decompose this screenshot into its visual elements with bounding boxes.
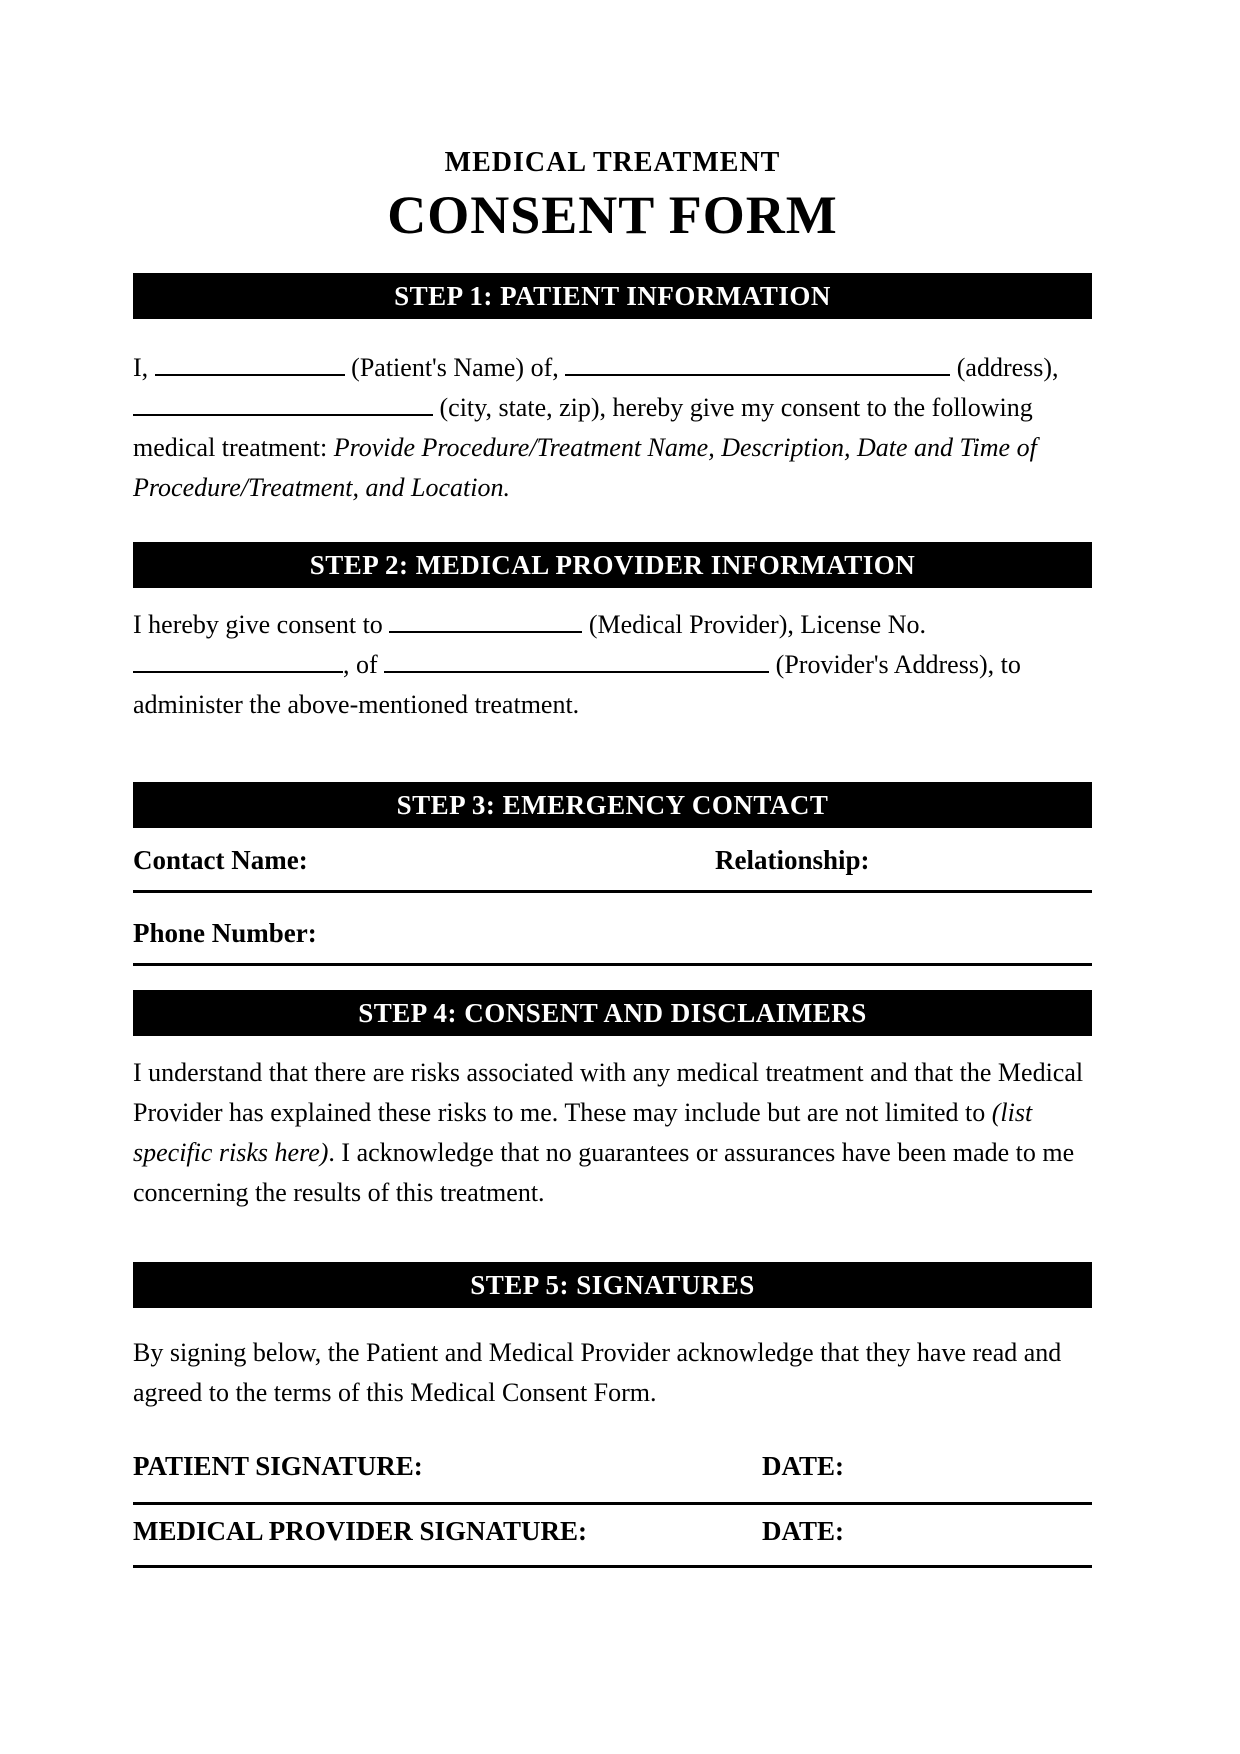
step4-paragraph xyxy=(133,1053,1092,1213)
body-text-run: (Provider's Address), to administer the above-mentioned treatment. xyxy=(133,650,1021,719)
step5-intro-paragraph: By signing below, the Patient and Medical Provider acknowledge that they have read and agreed to the terms of this Medical Consent Form. xyxy=(133,1338,1062,1407)
fill-in-blank[interactable] xyxy=(565,358,950,376)
patient-signature-label: PATIENT SIGNATURE: xyxy=(133,1451,423,1481)
provider-signature-row[interactable] xyxy=(133,1515,1092,1568)
provider-signature-label: MEDICAL PROVIDER SIGNATURE: xyxy=(133,1516,588,1546)
body-text-run: . I acknowledge that no guarantees or assurances have been made to me concerning the results of this treatment. xyxy=(133,1138,1075,1207)
section-header-step3: STEP 3: EMERGENCY CONTACT xyxy=(133,782,1092,828)
fill-in-blank[interactable] xyxy=(133,655,343,673)
body-text-run: I understand that there are risks associated with any medical treatment and that the Medical Provider has explained these risks to me. These may include but are not limited to xyxy=(133,1058,1084,1127)
patient-signature-row[interactable] xyxy=(133,1450,1092,1505)
phone-number-label: Phone Number: xyxy=(133,918,317,948)
section-header-step5: STEP 5: SIGNATURES xyxy=(133,1262,1092,1308)
form-content xyxy=(133,0,1092,1754)
italic-instruction-text: (list specific risks here) xyxy=(133,1098,1033,1167)
contact-name-row[interactable] xyxy=(133,844,1092,893)
fill-in-blank[interactable] xyxy=(155,358,345,376)
body-text-run: (Patient's Name) of, xyxy=(344,353,566,382)
step2-paragraph xyxy=(133,605,1092,725)
step1-paragraph xyxy=(133,348,1092,508)
section-header-step2: STEP 2: MEDICAL PROVIDER INFORMATION xyxy=(133,542,1092,588)
relationship-label: Relationship: xyxy=(715,845,870,875)
body-text-run: (Medical Provider), License No. xyxy=(582,610,926,639)
section-header-step1: STEP 1: PATIENT INFORMATION xyxy=(133,273,1092,319)
body-text-run: I hereby give consent to xyxy=(133,610,390,639)
italic-instruction-text: Provide Procedure/Treatment Name, Description, Date and Time of Procedure/Treatment, and Location. xyxy=(133,433,1037,502)
fill-in-blank[interactable] xyxy=(389,615,582,633)
body-text-run: , of xyxy=(343,650,385,679)
fill-in-blank[interactable] xyxy=(133,398,433,416)
section-header-step4: STEP 4: CONSENT AND DISCLAIMERS xyxy=(133,990,1092,1036)
contact-name-label: Contact Name: xyxy=(133,845,308,875)
body-text-run: (address), xyxy=(950,353,1059,382)
body-text-run: (city, state, zip), hereby give my consent to the following medical treatment: xyxy=(133,393,1033,462)
body-text-run: I, xyxy=(133,353,155,382)
patient-date-label: DATE: xyxy=(762,1451,845,1481)
form-supertitle: MEDICAL TREATMENT xyxy=(444,147,781,178)
form-title: CONSENT FORM xyxy=(387,185,838,245)
fill-in-blank[interactable] xyxy=(384,655,769,673)
phone-number-row[interactable] xyxy=(133,917,1092,966)
provider-date-label: DATE: xyxy=(762,1516,845,1546)
